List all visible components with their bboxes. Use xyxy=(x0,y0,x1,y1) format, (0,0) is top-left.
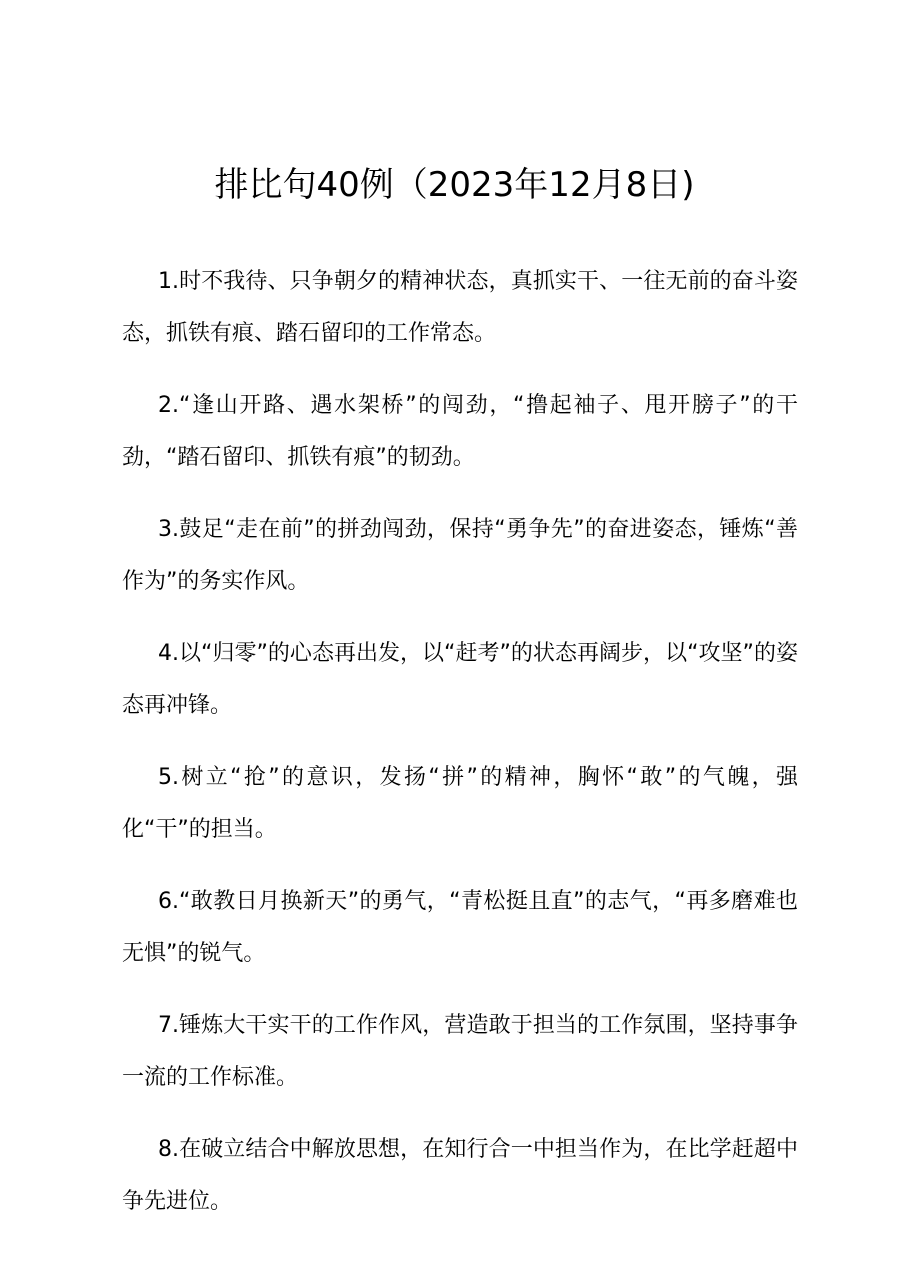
paragraph-8: 8.在破立结合中解放思想，在知行合一中担当作为，在比学赶超中争先进位。 xyxy=(122,1137,798,1214)
document-body xyxy=(122,256,798,1248)
paragraph-7: 7.锤炼大干实干的工作作风，营造敢于担当的工作氛围，坚持事争一流的工作标准。 xyxy=(122,1013,798,1090)
document-title: 排比句40例（2023年12月8日) xyxy=(214,165,695,205)
paragraph-6: 6.“敢教日月换新天”的勇气，“青松挺且直”的志气，“再多磨难也无惧”的锐气。 xyxy=(122,889,798,966)
paragraph-5: 5.树立“抢”的意识，发扬“拼”的精神，胸怀“敢”的气魄，强化“干”的担当。 xyxy=(122,765,798,842)
paragraph-4: 4.以“归零”的心态再出发，以“赶考”的状态再阔步，以“攻坚”的姿态再冲锋。 xyxy=(122,641,798,718)
paragraph-1: 1.时不我待、只争朝夕的精神状态，真抓实干、一往无前的奋斗姿态，抓铁有痕、踏石留印的工作常态。 xyxy=(122,269,798,346)
paragraph-2: 2.“逢山开路、遇水架桥”的闯劲，“撸起袖子、甩开膀子”的干劲，“踏石留印、抓铁有痕”的韧劲。 xyxy=(122,393,798,470)
paragraph-3: 3.鼓足“走在前”的拼劲闯劲，保持“勇争先”的奋进姿态，锤炼“善作为”的务实作风。 xyxy=(122,517,798,594)
